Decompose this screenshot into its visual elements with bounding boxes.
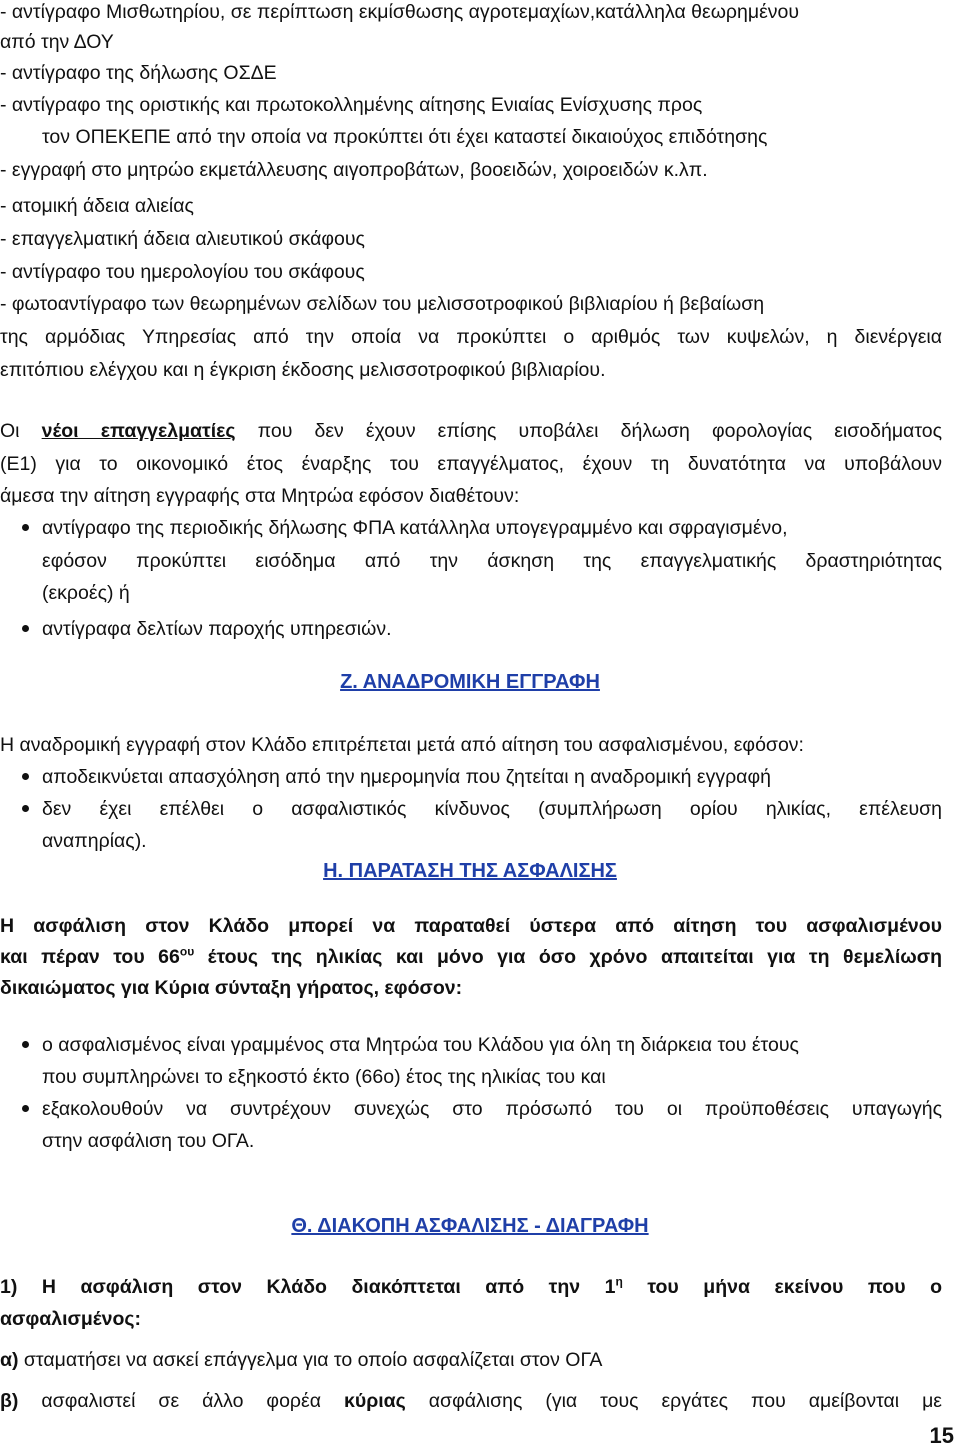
emphasis-new-professionals: νέοι επαγγελματίες bbox=[41, 420, 236, 442]
list-item: αποδεικνύεται απασχόληση από την ημερομηνία που ζητείται η αναδρομική εγγραφή bbox=[42, 766, 771, 788]
list-item: αντίγραφα δελτίων παροχής υπηρεσιών. bbox=[42, 618, 392, 640]
text-line: - ατομική άδεια αλιείας bbox=[0, 195, 194, 217]
bold-text-line: και πέραν του $66^{o\upsilon}$ έτους της ηλικίας και μόνο για όσο χρόνο απαιτείται για τη θεμελίωση bbox=[0, 944, 942, 968]
text-line: (Ε1) για το οικονομικό έτος έναρξης του επαγγέλματος, έχουν τη δυνατότητα να υποβάλουν bbox=[0, 453, 942, 475]
text-line: άμεσα την αίτηση εγγραφής στα Μητρώα εφόσον διαθέτουν: bbox=[0, 485, 520, 507]
bullet-icon bbox=[22, 805, 29, 812]
bullet-icon bbox=[22, 1105, 29, 1112]
list-item: α) σταματήσει να ασκεί επάγγελμα για το οποίο ασφαλίζεται στον ΟΓΑ bbox=[0, 1349, 603, 1371]
text-line: - φωτοαντίγραφο των θεωρημένων σελίδων του μελισσοτροφικού βιβλιαρίου ή βεβαίωση bbox=[0, 293, 765, 315]
text-line: - αντίγραφο του ημερολογίου του σκάφους bbox=[0, 261, 365, 283]
text-line: - αντίγραφο της οριστικής και πρωτοκολλημένης αίτησης Ενιαίας Ενίσχυσης προς bbox=[0, 94, 703, 116]
bullet-icon bbox=[22, 625, 29, 632]
page-number: 15 bbox=[929, 1423, 954, 1448]
bold-text-line: Η ασφάλιση στον Κλάδο μπορεί να παραταθεί ύστερα από αίτηση του ασφαλισμένου bbox=[0, 915, 942, 937]
bullet-icon bbox=[22, 524, 29, 531]
text-line: επιτόπιου ελέγχου και η έγκριση έκδοσης μελισσοτροφικού βιβλιαρίου. bbox=[0, 359, 606, 381]
text-line: Η αναδρομική εγγραφή στον Κλάδο επιτρέπεται μετά από αίτηση του ασφαλισμένου, εφόσον: bbox=[0, 734, 804, 756]
bold-text-line: δικαιώματος για Κύρια σύνταξη γήρατος, εφόσον: bbox=[0, 977, 463, 999]
text-line: - εγγραφή στο μητρώο εκμετάλλευσης αιγοπροβάτων, βοοειδών, χοιροειδών κ.λπ. bbox=[0, 159, 708, 181]
text-line: Οι νέοι επαγγελματίες που δεν έχουν επίσης υποβάλει δήλωση φορολογίας εισοδήματος bbox=[0, 420, 943, 442]
list-item: στην ασφάλιση του ΟΓΑ. bbox=[42, 1130, 255, 1152]
section-heading-h: Η. ΠΑΡΑΤΑΣΗ ΤΗΣ ΑΣΦΑΛΙΣΗΣ bbox=[323, 860, 617, 882]
bullet-icon bbox=[22, 1041, 29, 1048]
text-line: - επαγγελματική άδεια αλιευτικού σκάφους bbox=[0, 228, 365, 250]
bold-text-line: ασφαλισμένος: bbox=[0, 1308, 141, 1330]
text-line: της αρμόδιας Υπηρεσίας από την οποία να προκύπτει ο αριθμός των κυψελών, η διενέργεια bbox=[0, 326, 942, 348]
section-heading-z: Ζ. ΑΝΑΔΡΟΜΙΚΗ ΕΓΓΡΑΦΗ bbox=[340, 671, 600, 693]
list-item: αντίγραφο της περιοδικής δήλωσης ΦΠΑ κατάλληλα υπογεγραμμένο και σφραγισμένο, bbox=[42, 517, 788, 539]
list-item: που συμπληρώνει το εξηκοστό έκτο (66ο) έτος της ηλικίας του και bbox=[42, 1066, 606, 1088]
list-item: αναπηρίας). bbox=[42, 830, 147, 852]
bold-text-line: 1) Η ασφάλιση στον Κλάδο διακόπτεται από την $1^\eta$ του μήνα εκείνου που ο bbox=[0, 1274, 942, 1298]
text-line: - αντίγραφο της δήλωσης ΟΣΔΕ bbox=[0, 62, 277, 84]
list-item: εφόσον προκύπτει εισόδημα από την άσκηση της επαγγελματικής δραστηριότητας bbox=[42, 550, 942, 572]
text-line: - αντίγραφο Μισθωτηρίου, σε περίπτωση εκμίσθωσης αγροτεμαχίων,κατάλληλα θεωρημένου bbox=[0, 1, 800, 23]
list-item: β) ασφαλιστεί σε άλλο φορέα κύριας ασφάλισης (για τους εργάτες που αμείβονται με bbox=[0, 1390, 943, 1412]
text-line: τον ΟΠΕΚΕΠΕ από την οποία να προκύπτει ότι έχει καταστεί δικαιούχος επιδότησης bbox=[42, 126, 768, 148]
bullet-icon bbox=[22, 773, 29, 780]
list-item: ο ασφαλισμένος είναι γραμμένος στα Μητρώα του Κλάδου για όλη τη διάρκεια του έτους bbox=[42, 1034, 799, 1056]
list-item: εξακολουθούν να συντρέχουν συνεχώς στο πρόσωπό του οι προϋποθέσεις υπαγωγής bbox=[42, 1098, 942, 1120]
section-heading-theta: Θ. ΔΙΑΚΟΠΗ ΑΣΦΑΛΙΣΗΣ - ΔΙΑΓΡΑΦΗ bbox=[291, 1215, 649, 1237]
list-item: δεν έχει επέλθει ο ασφαλιστικός κίνδυνος (συμπλήρωση ορίου ηλικίας, επέλευση bbox=[42, 798, 942, 820]
list-item: (εκροές) ή bbox=[42, 582, 130, 604]
text-line: από την ΔΟΥ bbox=[0, 31, 114, 53]
